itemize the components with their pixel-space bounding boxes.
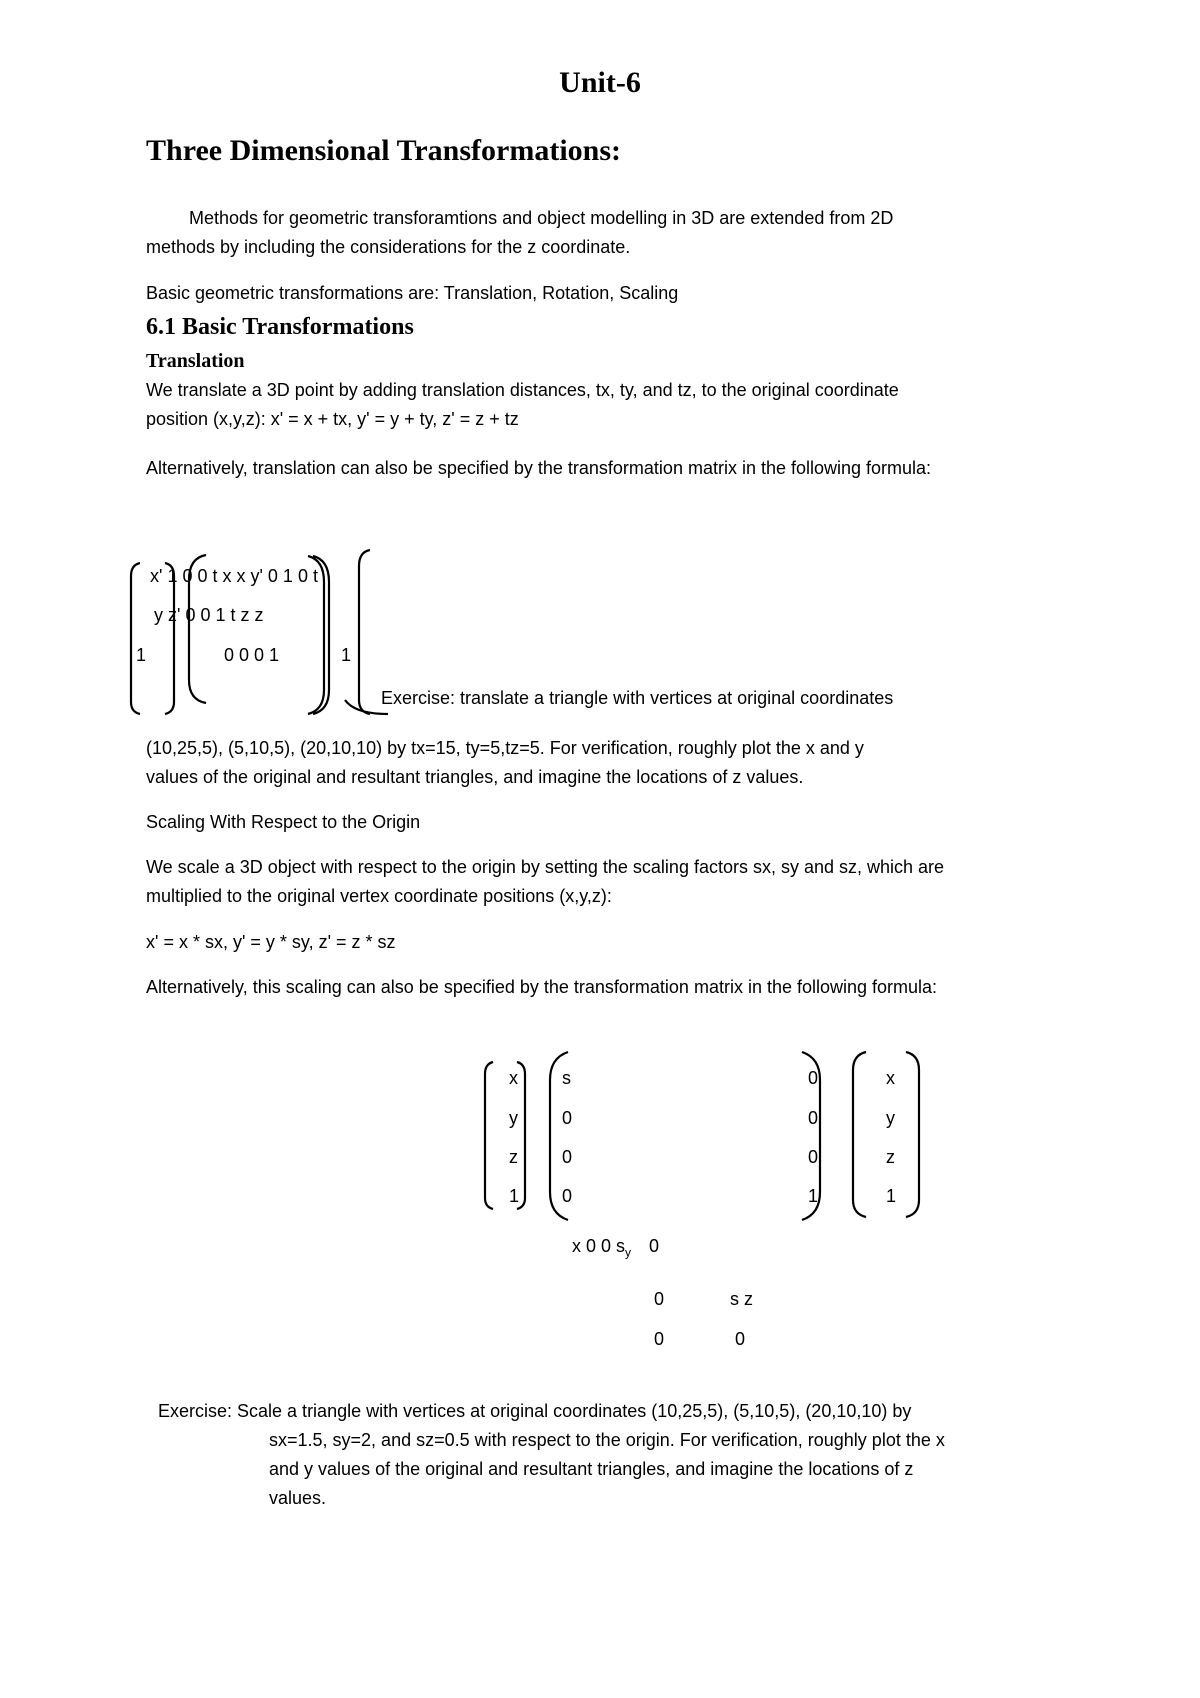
scaling-left-col-z: z: [509, 1147, 518, 1167]
translation-matrix-intro: Alternatively, translation can also be specified by the transformation matrix in the following formula:: [146, 458, 932, 478]
scaling-left-col-1: 1: [509, 1186, 520, 1206]
scaling-right-col-1: 1: [886, 1186, 897, 1206]
intro-line-2: methods by including the considerations for the z coordinate.: [146, 237, 631, 257]
translation-exercise: [146, 734, 1066, 792]
translation-paragraph: [146, 376, 1066, 434]
translation-line-2: position (x,y,z): x' = x + tx, y' = y + ty, z' = z + tz: [146, 409, 519, 429]
scaling-line-2: multiplied to the original vertex coordinate positions (x,y,z):: [146, 886, 612, 906]
scaling-right-col-y: y: [886, 1108, 895, 1128]
subsection-heading: Translation: [146, 350, 245, 372]
scaling-exercise-line-4: values.: [269, 1488, 327, 1508]
scaling-below-row-2-b: s z: [730, 1289, 754, 1309]
translation-exercise-line-3: values of the original and resultant triangles, and imagine the locations of z values.: [146, 767, 804, 787]
scaling-formula: x' = x * sx, y' = y * sy, z' = z * sz: [146, 932, 396, 952]
translation-exercise-line-2: (10,25,5), (5,10,5), (20,10,10) by tx=15, ty=5,tz=5. For verification, roughly plot the x and y: [146, 738, 864, 758]
scaling-right-bracket-close: [906, 1052, 919, 1217]
translation-matrix-row-2: y z' 0 0 1 t z z: [154, 605, 264, 625]
scaling-below-row-1: [572, 1236, 659, 1260]
scaling-below-row-1-text: x 0 0 s: [572, 1236, 626, 1256]
scaling-below-row-1-sub: y: [625, 1245, 632, 1260]
scaling-mid-first-1: 0: [562, 1108, 573, 1128]
scaling-line-1: We scale a 3D object with respect to the origin by setting the scaling factors sx, sy and sz, which are: [146, 857, 945, 877]
translation-line-1: We translate a 3D point by adding translation distances, tx, ty, and tz, to the original coordinate: [146, 380, 899, 400]
scaling-mid-last-1: 0: [808, 1108, 819, 1128]
scaling-exercise-line-3: and y values of the original and resultant triangles, and imagine the locations of z: [269, 1459, 914, 1479]
scaling-mid-last-0: 0: [808, 1068, 819, 1088]
scaling-mid-first-0: s: [562, 1068, 571, 1088]
section-heading: 6.1 Basic Transformations: [146, 314, 414, 340]
translation-right-bracket-open: [359, 550, 370, 714]
intro-line-1: Methods for geometric transforamtions and object modelling in 3D are extended from 2D: [189, 208, 894, 228]
unit-heading: Unit-6: [559, 66, 641, 99]
scaling-right-col-z: z: [886, 1147, 895, 1167]
scaling-left-col-x: x: [509, 1068, 518, 1088]
translation-matrix-row-1: x' 1 0 0 t x x y' 0 1 0 t: [150, 566, 318, 586]
scaling-left-bracket-open: [485, 1062, 493, 1209]
translation-left-bracket-open: [131, 563, 140, 714]
scaling-mid-last-2: 0: [808, 1147, 819, 1167]
scaling-left-col-y: y: [509, 1108, 518, 1128]
scaling-below-row-1-end: 0: [649, 1236, 660, 1256]
translation-exercise-line-1: Exercise: translate a triangle with vertices at original coordinates: [381, 688, 894, 708]
scaling-heading: Scaling With Respect to the Origin: [146, 812, 421, 832]
scaling-exercise-line-2: sx=1.5, sy=2, and sz=0.5 with respect to the origin. For verification, roughly plot the x: [269, 1430, 945, 1450]
page-title: Three Dimensional Transformations:: [146, 134, 622, 167]
scaling-mid-last-3: 1: [808, 1186, 819, 1206]
transformations-list: Basic geometric transformations are: Translation, Rotation, Scaling: [146, 283, 679, 303]
scaling-mid-first-3: 0: [562, 1186, 573, 1206]
scaling-below-row-3-a: 0: [654, 1329, 665, 1349]
scaling-right-bracket-open: [853, 1052, 866, 1217]
translation-matrix-row-3-mid: 0 0 0 1: [224, 645, 280, 665]
scaling-below-row-2-a: 0: [654, 1289, 665, 1309]
scaling-exercise-line-1: Exercise: Scale a triangle with vertices at original coordinates (10,25,5), (5,10,5), (20,10,10) by: [158, 1401, 912, 1421]
translation-matrix-row-3-left: 1: [136, 645, 147, 665]
scaling-paragraph: [146, 853, 1066, 911]
intro-paragraph: [146, 204, 1066, 262]
scaling-matrix-intro: Alternatively, this scaling can also be specified by the transformation matrix in the following formula:: [146, 977, 938, 997]
translation-matrix-row-3-right: 1: [341, 645, 352, 665]
scaling-right-col-x: x: [886, 1068, 895, 1088]
scaling-mid-first-2: 0: [562, 1147, 573, 1167]
scaling-below-row-3-b: 0: [735, 1329, 746, 1349]
